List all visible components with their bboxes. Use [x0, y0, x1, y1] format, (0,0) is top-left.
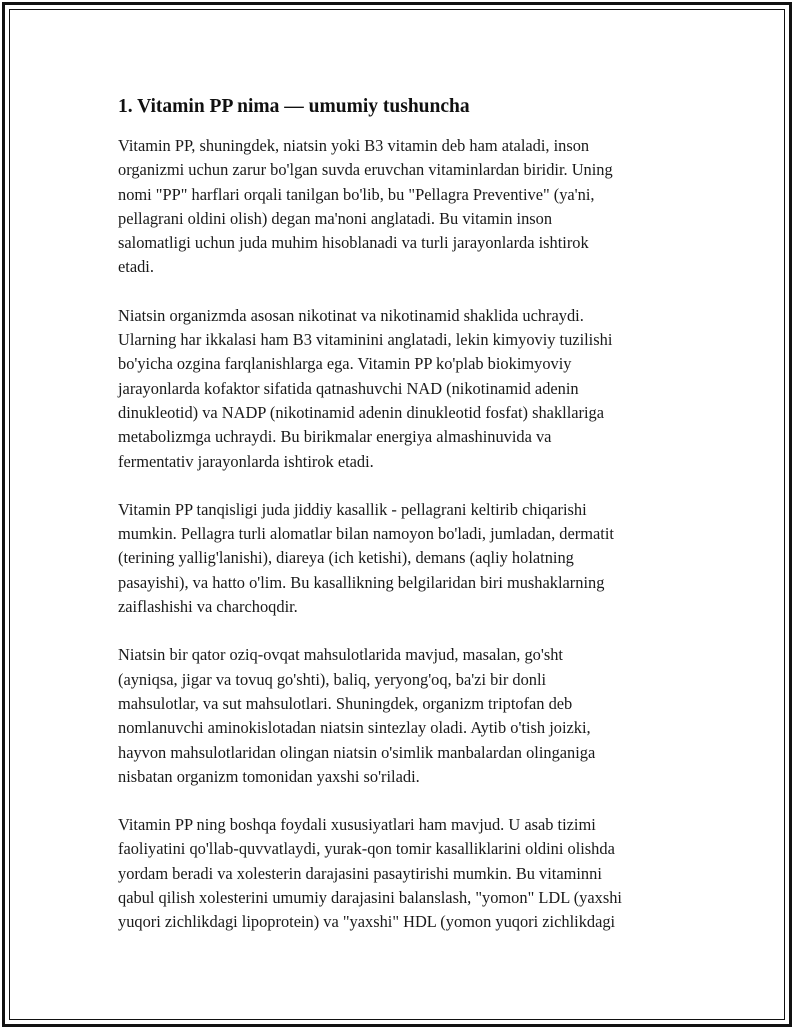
paragraph-3: Vitamin PP tanqisligi juda jiddiy kasallik - pellagrani keltirib chiqarishi mumkin. Pellagra turli alomatlar bilan namoyon bo'ladi, jumladan, dermatit (terining yallig'lanishi), diareya (ich ketishi), demans (aqliy holatning pasayishi), va hatto o'lim. Bu kasallikning belgilaridan biri mushaklarning zaiflashishi va charchoqdir. [118, 499, 614, 617]
paragraph-2: Niatsin organizmda asosan nikotinat va nikotinamid shaklida uchraydi. Ularning har ikkalasi ham B3 vitaminini anglatadi, lekin kimyoviy tuzilishi bo'yicha ozgina farqlanishlarga ega. Vitamin PP ko'plab biokimyoviy jarayonlarda kofaktor sifatida qatnashuvchi NAD (nikotinamid adenin dinukleotid) va NADP (nikotinamid adenin dinukleotid fosfat) shakllariga metabolizmga uchraydi. Bu birikmalar energiya almashinuvida va fermentativ jarayonlarda ishtirok etadi. [118, 305, 613, 471]
paragraph-1: Vitamin PP, shuningdek, niatsin yoki B3 vitamin deb ham ataladi, inson organizmi uchun zarur bo'lgan suvda eruvchan vitaminlardan biridir. Uning nomi "PP" harflari orqali tanilgan bo'lib, bu "Pellagra Preventive" (ya'ni, pellagrani oldini olish) degan ma'noni anglatadi. Bu vitamin inson salomatligi uchun juda muhim hisoblanadi va turli jarayonlarda ishtirok etadi. [118, 136, 613, 277]
section-heading: 1. Vitamin PP nima — umumiy tushuncha [118, 96, 470, 117]
paragraph-4: Niatsin bir qator oziq-ovqat mahsulotlarida mavjud, masalan, go'sht (ayniqsa, jigar va tovuq go'shti), baliq, yeryong'oq, ba'zi bir donli mahsulotlar, va sut mahsulotlari. Shuningdek, organizm triptofan deb nomlanuvchi aminokislotadan niatsin sintezlay oladi. Aytib o'tish joizki, hayvon mahsulotlaridan olingan niatsin o'simlik manbalardan olinganiga nisbatan organizm tomonidan yaxshi so'riladi. [118, 645, 596, 786]
document-body [118, 94, 698, 959]
paragraph-5: Vitamin PP ning boshqa foydali xususiyatlari ham mavjud. U asab tizimi faoliyatini qo'llab-quvvatlaydi, yurak-qon tomir kasalliklarini oldini olishda yordam beradi va xolesterin darajasini pasaytirishi mumkin. Bu vitaminni qabul qilish xolesterini umumiy darajasini balanslash, "yomon" LDL (yaxshi yuqori zichlikdagi lipoprotein) va "yaxshi" HDL (yomon yuqori zichlikdagi [118, 815, 622, 932]
